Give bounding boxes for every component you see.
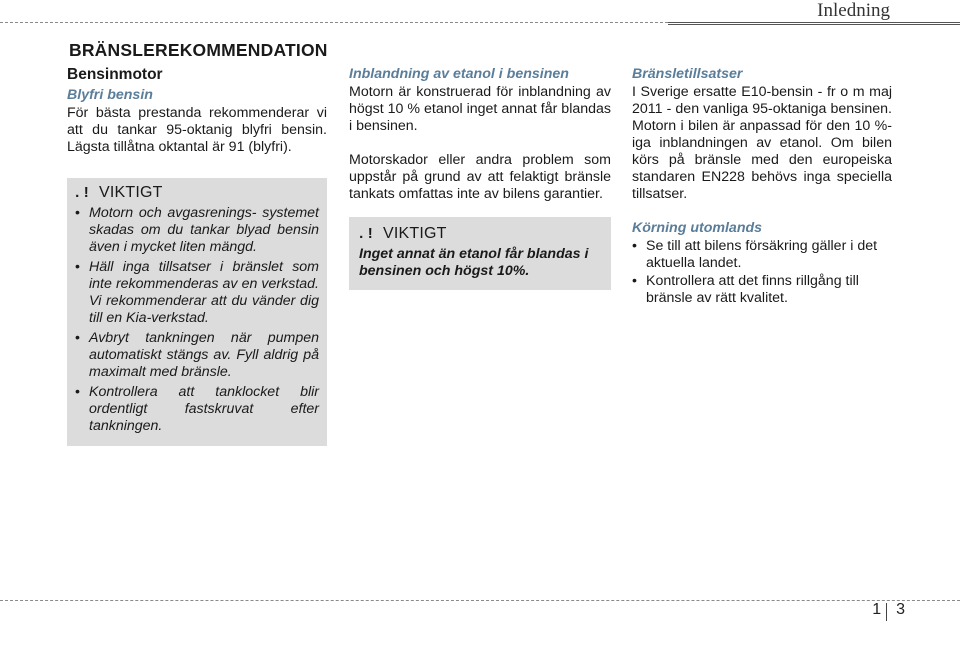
- subheading-blyfri: Blyfri bensin: [67, 87, 153, 103]
- header-dashed-rule: [0, 22, 668, 23]
- warning-title: VIKTIGT: [99, 184, 163, 201]
- page-number: [872, 601, 908, 619]
- header-double-rule: [668, 22, 960, 25]
- warning-item: • Kontrollera att tanklocket blir ordentligt fastskruvat efter tankningen.: [75, 384, 319, 435]
- warning-list: [75, 205, 319, 435]
- warning-item: • Häll inga tillsatser i bränslet som inte rekommenderas av en verkstad. Vi rekommenderar att du vänder dig till en Kia-verkstad.: [75, 259, 319, 327]
- section-heading-bensinmotor: Bensinmotor: [67, 66, 163, 83]
- warning-icon: . !: [75, 184, 89, 201]
- chapter-number: 1: [872, 601, 885, 618]
- column-2: [349, 66, 611, 290]
- footer-dashed-rule: [0, 600, 960, 601]
- abroad-list: [632, 238, 892, 307]
- column-3: [632, 66, 892, 308]
- warning-item: • Motorn och avgasrenings- systemet skadas om du tankar blyad bensin även i mycket liten mängd.: [75, 205, 319, 256]
- page-number-divider: [886, 603, 887, 621]
- page-title: BRÄNSLEREKOMMENDATION: [69, 40, 328, 60]
- warning-text: Inget annat än etanol får blandas i bensinen och högst 10%.: [359, 246, 589, 279]
- paragraph-guarantee: Motorskador eller andra problem som uppstår på grund av att felaktigt bränsle tankats omfattas inte av bilens garantier.: [349, 152, 611, 202]
- warning-icon: . !: [359, 225, 373, 242]
- column-1: [67, 66, 327, 446]
- list-item: • Kontrollera att det finns rillgång till bränsle av rätt kvalitet.: [632, 273, 892, 307]
- chapter-title: Inledning: [817, 0, 890, 21]
- warning-box-2: [349, 217, 611, 290]
- list-item: • Se till att bilens försäkring gäller i det aktuella landet.: [632, 238, 892, 272]
- paragraph-octane: För bästa prestanda rekommenderar vi att du tankar 95-oktanig blyfri bensin. Lägsta tillåtna oktantal är 91 (blyfri).: [67, 105, 327, 155]
- paragraph-etanol-limit: Motorn är konstruerad för inblandning av högst 10 % etanol inget annat får blandas i bensinen.: [349, 84, 611, 134]
- subheading-utomlands: Körning utomlands: [632, 220, 763, 236]
- subheading-tillsatser: Bränsletillsatser: [632, 66, 743, 82]
- paragraph-e10: I Sverige ersatte E10-bensin - fr o m maj 2011 - den vanliga 95-oktaniga bensinen. Motorn i bilen är anpassad för den 10 %-iga inblandningen av etanol. Om bilen körs på bränsle med den europeiska standaren EN228 behövs inga speciella tillsatser.: [632, 84, 892, 202]
- warning-header: [359, 225, 601, 242]
- warning-box-1: [67, 178, 327, 446]
- warning-item: • Avbryt tankningen när pumpen automatiskt stängs av. Fyll aldrig på maximalt med bränsle.: [75, 330, 319, 381]
- warning-title: VIKTIGT: [383, 225, 447, 242]
- subheading-etanol: Inblandning av etanol i bensinen: [349, 66, 569, 82]
- page-index: 3: [896, 601, 908, 618]
- warning-header: [75, 184, 319, 201]
